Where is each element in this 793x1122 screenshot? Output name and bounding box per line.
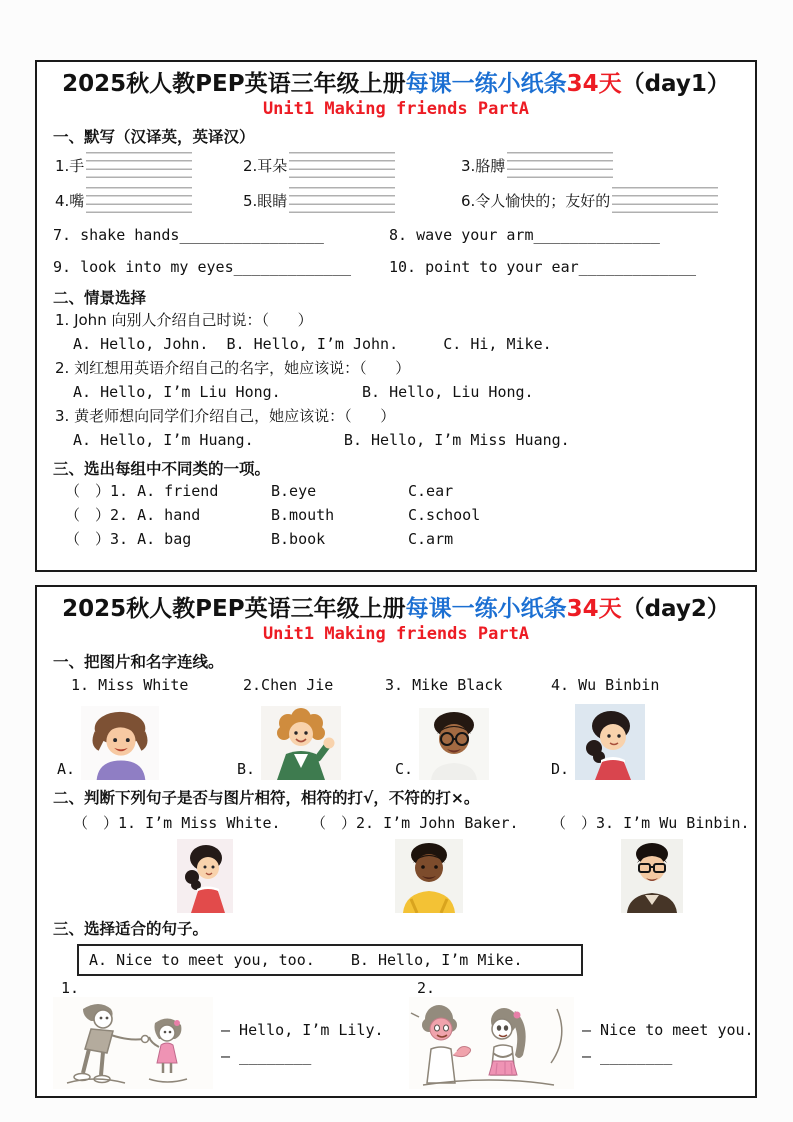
day2-section1-heading: 一、把图片和名字连线。 [53,653,224,671]
matching-pictures-row [53,698,739,780]
true-false-item-2: （ ）2. I’m John Baker. [311,814,519,832]
day1-unit-subtitle: Unit1 Making friends PartA [262,99,530,119]
dictation-item-9 [53,258,389,277]
dictation-item-7 [53,226,389,245]
matching-name-3: 3. Mike Black [385,676,503,694]
day1-worksheet-box [35,60,757,572]
true-false-items-row [53,812,750,834]
option-c: C.arm [408,530,454,548]
answer-parentheses: （ ）3. [65,530,129,548]
option-b: B.book [271,530,326,548]
day2-unit-subtitle: Unit1 Making friends PartA [262,624,530,644]
item-2-given-line: — Nice to meet you. [582,1021,754,1039]
four-line-writing-guide [612,187,718,213]
dictation-word-row-1 [53,152,739,178]
phrase-9-answer-blank: _____________ [233,258,352,276]
odd-one-out-row-2 [53,503,739,527]
phrase-10-answer-blank: _____________ [578,258,697,276]
dictation-phrase-row-1 [53,226,739,245]
dictation-item-3-label: 3.胳膊 [461,157,506,175]
day1-title-suffix: （day1） [621,71,730,97]
matching-picture-c [395,708,551,780]
dictation-item-2 [243,152,461,178]
dictation-item-8 [389,226,739,245]
situational-question-1: 1. John 向别人介绍自己时说：（ ） [55,311,313,329]
day2-title-red-highlight: 34天 [566,596,622,622]
dictation-item-5 [243,187,461,213]
picture-label-a: A. [57,760,76,778]
odd-row-3-prefix-and-a [53,527,271,551]
girl-ponytail-red-dress-image [575,704,645,780]
picture-label-d: D. [551,760,570,778]
item-2-number: 2. [417,979,436,997]
choose-sentence-item-2 [409,979,754,1089]
day1-title-red-highlight: 34天 [566,71,622,97]
situational-options-1: A. Hello, John. B. Hello, I’m John. C. Hi, Mike. [73,335,552,353]
four-line-writing-guide [289,152,395,178]
answer-parentheses: （ ）1. [65,482,129,500]
dictation-item-6-label: 6.令人愉快的；友好的 [461,192,611,210]
day1-section1-heading: 一、默写（汉译英，英译汉） [53,128,255,146]
sketch-man-greeting-little-girl-image [53,997,213,1089]
matching-name-4: 4. Wu Binbin [551,676,660,694]
dictation-item-4 [53,187,243,213]
four-line-writing-guide [507,152,613,178]
day2-title-blue-highlight: 每课一练小纸条 [405,596,567,622]
matching-picture-a [53,706,237,780]
matching-name-2: 2.Chen Jie [243,676,334,694]
matching-picture-d [551,704,739,780]
day2-section3-heading: 三、选择适合的句子。 [53,920,209,938]
day2-title-prefix: 2025秋人教PEP英语三年级上册 [62,596,406,622]
dictation-item-3 [461,152,739,178]
phrase-8-text: 8. wave your arm [389,226,534,244]
choose-sentence-items-row [53,979,754,1089]
item-1-answer-blank: — ________ [221,1047,312,1065]
dictation-item-5-label: 5.眼睛 [243,192,288,210]
option-c: C.school [408,506,481,524]
situational-question-3: 3. 黄老师想向同学们介绍自己，她应该说：（ ） [55,407,396,425]
girl-ponytail-red-top-image [177,839,233,913]
situational-question-2: 2. 刘红想用英语介绍自己的名字，她应该说：（ ） [55,359,411,377]
dictation-item-1-label: 1.手 [55,157,85,175]
option-a: A. friend [137,482,219,500]
true-false-item-1: （ ）1. I’m Miss White. [73,814,281,832]
day2-title-suffix: （day2） [621,596,730,622]
sketch-boy-and-girl-talking-image [409,997,574,1089]
boy-glasses-dark-vest-image [621,839,683,913]
phrase-7-text: 7. shake hands [53,226,180,244]
matching-names-row [53,675,739,695]
option-c: C.ear [408,482,454,500]
situational-options-2: A. Hello, I’m Liu Hong. B. Hello, Liu Hong. [73,383,534,401]
dictation-item-1 [53,152,243,178]
sentence-options-box: A. Nice to meet you, too. B. Hello, I’m Mike. [77,944,583,976]
picture-label-b: B. [237,760,256,778]
situational-options-3: A. Hello, I’m Huang. B. Hello, I’m Miss Huang. [73,431,570,449]
true-false-pictures-row [53,837,739,913]
day2-section2-heading: 二、判断下列句子是否与图片相符，相符的打√，不符的打×。 [53,789,480,807]
option-b: B.mouth [271,506,335,524]
odd-one-out-row-1 [53,479,739,503]
day1-title-prefix: 2025秋人教PEP英语三年级上册 [62,71,406,97]
option-b: B.eye [271,482,317,500]
four-line-writing-guide [289,187,395,213]
day1-section3-heading: 三、选出每组中不同类的一项。 [53,460,271,478]
boy-dark-skin-yellow-shirt-image [395,839,463,913]
choose-sentence-item-1 [53,979,409,1089]
four-line-writing-guide [86,152,192,178]
answer-parentheses: （ ）2. [65,506,129,524]
phrase-8-answer-blank: ______________ [533,226,660,244]
odd-one-out-row-3 [53,527,739,551]
day2-worksheet-box [35,585,757,1098]
item-2-dialog [582,1017,754,1069]
boy-brown-hair-purple-shirt-image [81,706,159,780]
item-1-dialog [221,1017,384,1069]
dictation-phrase-row-2 [53,258,739,277]
item-2-answer-blank: — ________ [582,1047,673,1065]
picture-label-c: C. [395,760,414,778]
day1-section2-heading: 二、情景选择 [53,289,147,307]
dictation-item-10 [389,258,739,277]
dictation-word-row-2 [53,187,739,213]
true-false-item-3: （ ）3. I’m Wu Binbin. [551,814,750,832]
day1-page-title [53,70,739,98]
phrase-9-text: 9. look into my eyes [53,258,234,276]
woman-curly-hair-green-cardigan-image [261,706,341,780]
phrase-7-answer-blank: ________________ [179,226,324,244]
matching-picture-b [237,706,395,780]
dictation-item-6 [461,187,739,213]
option-a: A. hand [137,506,201,524]
odd-row-2-prefix-and-a [53,503,271,527]
phrase-10-text: 10. point to your ear [389,258,579,276]
matching-name-1: 1. Miss White [71,676,189,694]
odd-row-1-prefix-and-a [53,479,271,503]
option-a: A. bag [137,530,192,548]
boy-dark-skin-glasses-image [419,708,489,780]
day1-title-blue-highlight: 每课一练小纸条 [405,71,567,97]
dictation-item-2-label: 2.耳朵 [243,157,288,175]
item-1-given-line: — Hello, I’m Lily. [221,1021,384,1039]
item-1-number: 1. [61,979,80,997]
dictation-item-4-label: 4.嘴 [55,192,85,210]
day2-page-title [53,595,739,623]
four-line-writing-guide [86,187,192,213]
